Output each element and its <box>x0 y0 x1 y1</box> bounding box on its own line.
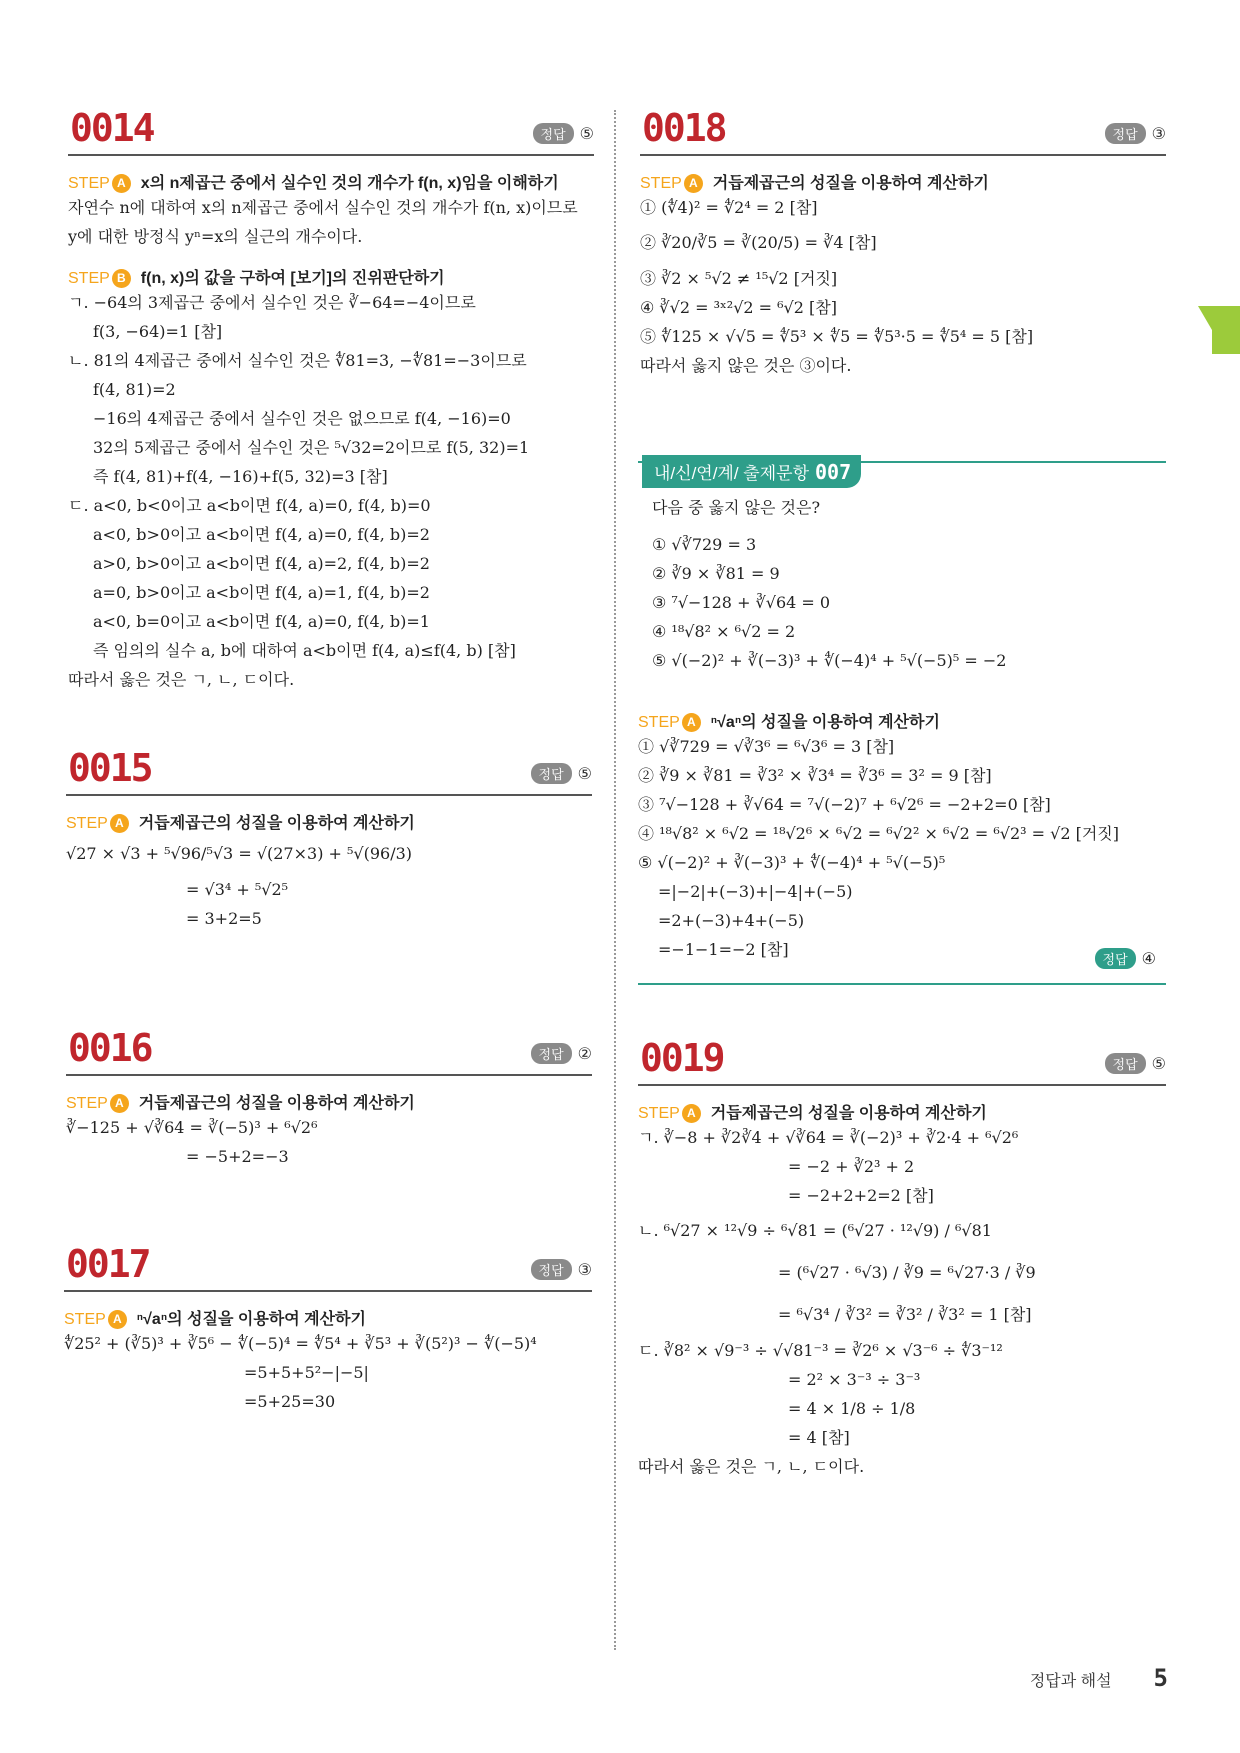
text-line: 자연수 n에 대하여 x의 n제곱근 중에서 실수인 것의 개수가 f(n, x)이므로 <box>68 198 578 217</box>
formula-line: =5+25=30 <box>244 1392 336 1411</box>
answer-pill: 정답 <box>531 1259 572 1280</box>
step-title: 거듭제곱근의 성질을 이용하여 계산하기 <box>712 175 989 192</box>
step-a-heading <box>640 170 1166 193</box>
step-label: STEP <box>64 1311 106 1328</box>
text-line: 따라서 옳지 않은 것은 ③이다. <box>640 356 852 375</box>
text-line: ⑤ ∜125 × √√5 = ∜5³ × ∜5 = ∜5³·5 = ∜5⁴ = 5 [참] <box>640 327 1034 346</box>
box-solution <box>638 695 1166 964</box>
option: ⑤ √(−2)² + ∛(−3)³ + ∜(−4)⁴ + ⁵√(−5)⁵ = −2 <box>652 651 1007 670</box>
text-line: ① √∛729 = √∛3⁶ = ⁶√3⁶ = 3 [참] <box>638 737 895 756</box>
step-label: STEP <box>640 175 682 192</box>
answer-pill: 정답 <box>531 763 572 784</box>
text-line: f(3, −64)=1 [참] <box>93 322 223 341</box>
text-line: a<0, b>0이고 a<b이면 f(4, a)=0, f(4, b)=2 <box>93 525 430 544</box>
formula-line: = (⁶√27 · ⁶√3) / ∛9 = ⁶√27·3 / ∛9 <box>778 1263 1036 1282</box>
problem-number: 0014 <box>70 106 154 150</box>
step-label: STEP <box>68 270 110 287</box>
formula-line: √27 × √3 + ⁵√96/⁵√3 = √(27×3) + ⁵√(96/3) <box>66 844 413 863</box>
formula-line: ㄷ. ∛8² × √9⁻³ ÷ √√81⁻³ = ∛2⁶ × √3⁻⁶ ÷ ∜3⁻¹² <box>638 1341 1003 1360</box>
formula-line: = −2+2+2=2 [참] <box>788 1186 934 1205</box>
formula-line: = 4 [참] <box>788 1428 850 1447</box>
box-tag <box>642 455 861 488</box>
text-line: f(4, 81)=2 <box>93 380 176 399</box>
answer <box>1095 948 1156 969</box>
text-line: 32의 5제곱근 중에서 실수인 것은 ⁵√32=2이므로 f(5, 32)=1 <box>93 438 530 457</box>
step-title: 거듭제곱근의 성질을 이용하여 계산하기 <box>138 815 415 832</box>
page-number: 5 <box>1153 1664 1168 1692</box>
box-bottom-rule <box>638 983 1166 985</box>
step-a-heading <box>66 810 592 833</box>
column-divider <box>614 110 616 1650</box>
formula-line: = −5+2=−3 <box>186 1147 289 1166</box>
text-line: ① (∜4)² = ∜2⁴ = 2 [참] <box>640 198 818 217</box>
text-line: ④ ∛√2 = ³ˣ²√2 = ⁶√2 [참] <box>640 298 837 317</box>
problem-header <box>638 1030 1166 1086</box>
step-label: STEP <box>638 714 680 731</box>
problem-header <box>66 740 592 796</box>
text-line: ㄱ. −64의 3제곱근 중에서 실수인 것은 ∛−64=−4이므로 <box>68 293 476 312</box>
text-line: y에 대한 방정식 yⁿ=x의 실근의 개수이다. <box>68 227 363 246</box>
question: 다음 중 옳지 않은 것은? <box>652 498 821 517</box>
step-badge: A <box>684 174 703 193</box>
text-line: 따라서 옳은 것은 ㄱ, ㄴ, ㄷ이다. <box>638 1457 865 1476</box>
answer-value: ④ <box>1141 951 1156 968</box>
problem-number: 0017 <box>66 1242 150 1286</box>
text-line: =−1−1=−2 [참] <box>658 940 789 959</box>
box-tag-number: 007 <box>815 460 852 484</box>
text-line: −16의 4제곱근 중에서 실수인 것은 없으므로 f(4, −16)=0 <box>93 409 511 428</box>
step-title: ⁿ√aⁿ의 성질을 이용하여 계산하기 <box>136 1311 366 1328</box>
box-tag-label: 내/신/연/계/ 출제문항 <box>654 464 809 483</box>
problem-0018 <box>640 100 1166 380</box>
problem-header <box>68 100 594 156</box>
text-line: ③ ⁷√−128 + ∛√64 = ⁷√(−2)⁷ + ⁶√2⁶ = −2+2=0 [참] <box>638 795 1051 814</box>
text-line: =|−2|+(−3)+|−4|+(−5) <box>658 882 853 901</box>
step-title: x의 n제곱근 중에서 실수인 것의 개수가 f(n, x)임을 이해하기 <box>140 175 559 192</box>
problem-header <box>640 100 1166 156</box>
text-line: a=0, b>0이고 a<b이면 f(4, a)=1, f(4, b)=2 <box>93 583 430 602</box>
formula-line: = −2 + ∛2³ + 2 <box>788 1157 915 1176</box>
text-line: a<0, b=0이고 a<b이면 f(4, a)=0, f(4, b)=1 <box>93 612 430 631</box>
text-line: ② ∛20/∛5 = ∛(20/5) = ∛4 [참] <box>640 233 877 252</box>
problem-number: 0016 <box>68 1026 152 1070</box>
step-badge: A <box>112 174 131 193</box>
answer <box>531 763 592 784</box>
step-badge: A <box>110 814 129 833</box>
answer-pill: 정답 <box>531 1043 572 1064</box>
text-line: ⑤ √(−2)² + ∛(−3)³ + ∜(−4)⁴ + ⁵√(−5)⁵ <box>638 853 946 872</box>
step-badge: A <box>682 1104 701 1123</box>
formula-line: ㄴ. ⁶√27 × ¹²√9 ÷ ⁶√81 = (⁶√27 · ¹²√9) / ⁶√81 <box>638 1221 992 1240</box>
formula-line: ∜25² + (∛5)³ + ∛5⁶ − ∜(−5)⁴ = ∜5⁴ + ∛5³ + ∛(5²)³ − ∜(−5)⁴ <box>64 1334 537 1353</box>
problem-number: 0018 <box>642 106 726 150</box>
chapter-tab <box>1212 306 1240 354</box>
answer <box>531 1259 592 1280</box>
text-line: 따라서 옳은 것은 ㄱ, ㄴ, ㄷ이다. <box>68 670 295 689</box>
text-line: ㄷ. a<0, b<0이고 a<b이면 f(4, a)=0, f(4, b)=0 <box>68 496 431 515</box>
answer-value: ③ <box>1151 126 1166 143</box>
step-label: STEP <box>638 1105 680 1122</box>
formula-line: ㄱ. ∛−8 + ∛2∛4 + √∛64 = ∛(−2)³ + ∛2·4 + ⁶√2⁶ <box>638 1128 1019 1147</box>
step-a-heading <box>66 1090 592 1113</box>
problem-header <box>66 1020 592 1076</box>
problem-number: 0015 <box>68 746 152 790</box>
step-title: 거듭제곱근의 성질을 이용하여 계산하기 <box>138 1095 415 1112</box>
text-line: 즉 임의의 실수 a, b에 대하여 a<b이면 f(4, a)≤f(4, b) [참] <box>93 641 516 660</box>
step-badge: A <box>108 1310 127 1329</box>
answer <box>531 1043 592 1064</box>
step-label: STEP <box>66 815 108 832</box>
text-line: 즉 f(4, 81)+f(4, −16)+f(5, 32)=3 [참] <box>93 467 388 486</box>
problem-0015 <box>66 740 592 933</box>
formula-line: = 4 × 1/8 ÷ 1/8 <box>788 1399 916 1418</box>
page-footer <box>1030 1664 1168 1692</box>
text-line: a>0, b>0이고 a<b이면 f(4, a)=2, f(4, b)=2 <box>93 554 430 573</box>
problem-header <box>64 1236 592 1292</box>
text-line: ③ ∛2 × ⁵√2 ≠ ¹⁵√2 [거짓] <box>640 269 838 288</box>
answer <box>1105 123 1166 144</box>
answer-pill: 정답 <box>1105 123 1146 144</box>
problem-0016 <box>66 1020 592 1171</box>
answer-pill: 정답 <box>1095 948 1136 969</box>
step-title: ⁿ√aⁿ의 성질을 이용하여 계산하기 <box>710 714 940 731</box>
step-label: STEP <box>66 1095 108 1112</box>
answer <box>1105 1053 1166 1074</box>
formula-line: = √3⁴ + ⁵√2⁵ <box>186 880 289 899</box>
option: ④ ¹⁸√8² × ⁶√2 = 2 <box>652 622 796 641</box>
problem-0014 <box>68 100 594 694</box>
option: ② ∛9 × ∛81 = 9 <box>652 564 780 583</box>
problem-0019 <box>638 1030 1166 1481</box>
answer-value: ⑤ <box>579 126 594 143</box>
formula-line: = 2² × 3⁻³ ÷ 3⁻³ <box>788 1370 921 1389</box>
step-title: f(n, x)의 값을 구하여 [보기]의 진위판단하기 <box>140 270 445 287</box>
step-b-heading <box>68 265 594 288</box>
step-badge: A <box>682 713 701 732</box>
box-body <box>652 493 1166 675</box>
option: ③ ⁷√−128 + ∛√64 = 0 <box>652 593 831 612</box>
step-a-heading <box>638 709 1166 732</box>
exam-problem-box <box>638 455 1166 985</box>
problem-number: 0019 <box>640 1036 724 1080</box>
text-line: ② ∛9 × ∛81 = ∛3² × ∛3⁴ = ∛3⁶ = 3² = 9 [참] <box>638 766 992 785</box>
answer-value: ⑤ <box>577 766 592 783</box>
step-title: 거듭제곱근의 성질을 이용하여 계산하기 <box>710 1105 987 1122</box>
text-line: ㄴ. 81의 4제곱근 중에서 실수인 것은 ∜81=3, −∜81=−3이므로 <box>68 351 527 370</box>
answer-value: ③ <box>577 1262 592 1279</box>
step-badge: A <box>110 1094 129 1113</box>
footer-label: 정답과 해설 <box>1029 1673 1112 1690</box>
text-line: ④ ¹⁸√8² × ⁶√2 = ¹⁸√2⁶ × ⁶√2 = ⁶√2² × ⁶√2 = ⁶√2³ = √2 [거짓] <box>638 824 1119 843</box>
problem-0017 <box>64 1236 592 1416</box>
step-a-heading <box>64 1306 592 1329</box>
answer-pill: 정답 <box>533 123 574 144</box>
formula-line: =5+5+5²−|−5| <box>244 1363 369 1382</box>
option: ① √∛729 = 3 <box>652 535 757 554</box>
answer-value: ② <box>577 1046 592 1063</box>
step-label: STEP <box>68 175 110 192</box>
formula-line: = ⁶√3⁴ / ∛3² = ∛3² / ∛3² = 1 [참] <box>778 1305 1032 1324</box>
formula-line: = 3+2=5 <box>186 909 262 928</box>
text-line: =2+(−3)+4+(−5) <box>658 911 805 930</box>
answer-value: ⑤ <box>1151 1056 1166 1073</box>
answer-pill: 정답 <box>1105 1053 1146 1074</box>
step-a-heading <box>68 170 594 193</box>
formula-line: ∛−125 + √∛64 = ∛(−5)³ + ⁶√2⁶ <box>66 1118 318 1137</box>
step-badge: B <box>112 269 131 288</box>
answer <box>533 123 594 144</box>
step-a-heading <box>638 1100 1166 1123</box>
